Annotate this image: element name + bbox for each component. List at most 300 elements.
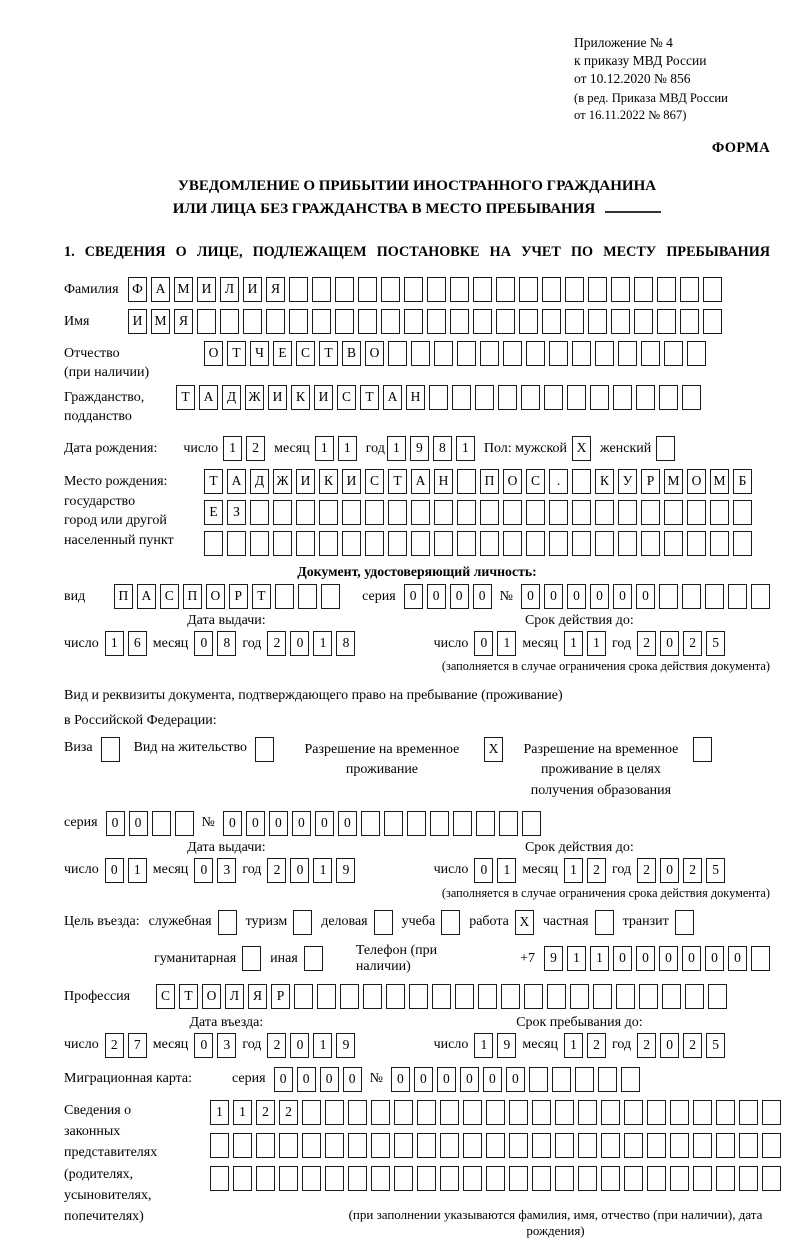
char-cell[interactable] <box>348 1100 367 1125</box>
char-cell[interactable] <box>434 531 453 556</box>
char-cell[interactable] <box>519 309 538 334</box>
char-cell[interactable] <box>407 811 426 836</box>
char-cell[interactable]: 0 <box>105 858 124 883</box>
char-cell[interactable] <box>348 1133 367 1158</box>
birthplace-row3-cells[interactable] <box>204 531 752 556</box>
char-cell[interactable] <box>503 500 522 525</box>
option-visa-checkbox[interactable] <box>101 737 120 762</box>
residence-issue-month[interactable] <box>194 858 236 883</box>
char-cell[interactable]: 0 <box>414 1067 433 1092</box>
char-cell[interactable]: Т <box>227 341 246 366</box>
char-cell[interactable] <box>498 385 517 410</box>
char-cell[interactable] <box>544 385 563 410</box>
char-cell[interactable]: X <box>515 910 534 935</box>
char-cell[interactable]: П <box>183 584 202 609</box>
char-cell[interactable] <box>204 531 223 556</box>
char-cell[interactable]: 0 <box>567 584 586 609</box>
char-cell[interactable]: 1 <box>128 858 147 883</box>
char-cell[interactable] <box>685 984 704 1009</box>
char-cell[interactable] <box>664 341 683 366</box>
char-cell[interactable] <box>716 1100 735 1125</box>
char-cell[interactable] <box>371 1100 390 1125</box>
char-cell[interactable] <box>647 1100 666 1125</box>
char-cell[interactable] <box>473 277 492 302</box>
char-cell[interactable] <box>762 1166 781 1191</box>
char-cell[interactable] <box>519 277 538 302</box>
char-cell[interactable] <box>381 277 400 302</box>
char-cell[interactable]: 2 <box>246 436 265 461</box>
char-cell[interactable] <box>342 500 361 525</box>
char-cell[interactable] <box>521 385 540 410</box>
birthplace-row2-cells[interactable] <box>204 500 752 525</box>
purpose-humanitarian-checkbox[interactable] <box>242 946 261 971</box>
char-cell[interactable] <box>509 1133 528 1158</box>
char-cell[interactable] <box>693 1133 712 1158</box>
char-cell[interactable]: В <box>342 341 361 366</box>
char-cell[interactable] <box>242 946 261 971</box>
char-cell[interactable] <box>656 436 675 461</box>
char-cell[interactable] <box>647 1133 666 1158</box>
char-cell[interactable] <box>595 341 614 366</box>
char-cell[interactable]: 8 <box>433 436 452 461</box>
char-cell[interactable] <box>693 1166 712 1191</box>
char-cell[interactable]: П <box>114 584 133 609</box>
char-cell[interactable]: О <box>365 341 384 366</box>
sex-female-checkbox[interactable] <box>656 436 675 461</box>
char-cell[interactable]: А <box>137 584 156 609</box>
char-cell[interactable] <box>624 1166 643 1191</box>
citizenship-cells[interactable] <box>176 385 701 410</box>
char-cell[interactable] <box>578 1133 597 1158</box>
char-cell[interactable] <box>634 277 653 302</box>
char-cell[interactable] <box>555 1133 574 1158</box>
char-cell[interactable]: И <box>197 277 216 302</box>
char-cell[interactable]: С <box>160 584 179 609</box>
char-cell[interactable] <box>526 341 545 366</box>
char-cell[interactable] <box>621 1067 640 1092</box>
char-cell[interactable] <box>708 984 727 1009</box>
char-cell[interactable] <box>624 1133 643 1158</box>
doc-kind-cells[interactable] <box>114 584 340 609</box>
char-cell[interactable]: И <box>314 385 333 410</box>
char-cell[interactable]: А <box>383 385 402 410</box>
migration-number-cells[interactable] <box>391 1067 640 1092</box>
char-cell[interactable] <box>210 1166 229 1191</box>
representatives-row2-cells[interactable] <box>210 1133 781 1158</box>
char-cell[interactable] <box>374 910 393 935</box>
char-cell[interactable] <box>595 910 614 935</box>
char-cell[interactable] <box>312 309 331 334</box>
stay-month[interactable] <box>564 1033 606 1058</box>
char-cell[interactable] <box>452 385 471 410</box>
option-temp-residence-checkbox[interactable] <box>484 737 503 762</box>
char-cell[interactable] <box>358 277 377 302</box>
char-cell[interactable] <box>739 1100 758 1125</box>
char-cell[interactable] <box>526 500 545 525</box>
char-cell[interactable] <box>611 309 630 334</box>
char-cell[interactable]: 0 <box>544 584 563 609</box>
char-cell[interactable]: Ч <box>250 341 269 366</box>
char-cell[interactable] <box>384 811 403 836</box>
char-cell[interactable] <box>210 1133 229 1158</box>
char-cell[interactable] <box>728 584 747 609</box>
char-cell[interactable] <box>601 1100 620 1125</box>
char-cell[interactable] <box>687 531 706 556</box>
char-cell[interactable]: К <box>291 385 310 410</box>
char-cell[interactable]: 0 <box>474 631 493 656</box>
char-cell[interactable] <box>335 309 354 334</box>
char-cell[interactable] <box>361 811 380 836</box>
char-cell[interactable]: 1 <box>315 436 334 461</box>
char-cell[interactable] <box>613 385 632 410</box>
char-cell[interactable] <box>227 531 246 556</box>
char-cell[interactable] <box>197 309 216 334</box>
char-cell[interactable] <box>762 1100 781 1125</box>
char-cell[interactable]: Р <box>641 469 660 494</box>
char-cell[interactable]: 0 <box>473 584 492 609</box>
char-cell[interactable] <box>325 1133 344 1158</box>
char-cell[interactable] <box>542 309 561 334</box>
char-cell[interactable] <box>680 309 699 334</box>
char-cell[interactable]: 2 <box>587 858 606 883</box>
char-cell[interactable]: Р <box>229 584 248 609</box>
char-cell[interactable]: Т <box>319 341 338 366</box>
char-cell[interactable] <box>529 1067 548 1092</box>
purpose-private-checkbox[interactable] <box>595 910 614 935</box>
char-cell[interactable]: 1 <box>564 631 583 656</box>
char-cell[interactable] <box>636 385 655 410</box>
char-cell[interactable] <box>365 500 384 525</box>
char-cell[interactable] <box>593 984 612 1009</box>
char-cell[interactable]: Т <box>360 385 379 410</box>
char-cell[interactable] <box>440 1166 459 1191</box>
char-cell[interactable] <box>457 531 476 556</box>
char-cell[interactable]: 9 <box>410 436 429 461</box>
char-cell[interactable]: Т <box>179 984 198 1009</box>
char-cell[interactable]: 0 <box>292 811 311 836</box>
char-cell[interactable]: Т <box>204 469 223 494</box>
char-cell[interactable] <box>532 1166 551 1191</box>
char-cell[interactable] <box>404 277 423 302</box>
char-cell[interactable] <box>565 277 584 302</box>
char-cell[interactable] <box>363 984 382 1009</box>
char-cell[interactable]: 0 <box>106 811 125 836</box>
patronymic-cells[interactable] <box>204 341 706 366</box>
char-cell[interactable] <box>233 1133 252 1158</box>
char-cell[interactable] <box>588 309 607 334</box>
char-cell[interactable]: Я <box>266 277 285 302</box>
char-cell[interactable]: 0 <box>290 631 309 656</box>
char-cell[interactable]: 0 <box>705 946 724 971</box>
char-cell[interactable]: О <box>503 469 522 494</box>
purpose-other-checkbox[interactable] <box>304 946 323 971</box>
char-cell[interactable]: 0 <box>521 584 540 609</box>
char-cell[interactable] <box>319 500 338 525</box>
char-cell[interactable]: Я <box>248 984 267 1009</box>
char-cell[interactable] <box>687 500 706 525</box>
char-cell[interactable] <box>371 1133 390 1158</box>
char-cell[interactable]: 0 <box>660 631 679 656</box>
char-cell[interactable] <box>298 584 317 609</box>
char-cell[interactable]: Ф <box>128 277 147 302</box>
char-cell[interactable] <box>578 1100 597 1125</box>
char-cell[interactable]: 0 <box>506 1067 525 1092</box>
char-cell[interactable] <box>411 531 430 556</box>
char-cell[interactable]: 1 <box>474 1033 493 1058</box>
char-cell[interactable] <box>542 277 561 302</box>
char-cell[interactable] <box>662 984 681 1009</box>
char-cell[interactable] <box>457 341 476 366</box>
char-cell[interactable] <box>641 341 660 366</box>
char-cell[interactable]: 2 <box>683 858 702 883</box>
char-cell[interactable] <box>503 341 522 366</box>
char-cell[interactable]: С <box>365 469 384 494</box>
char-cell[interactable]: 1 <box>338 436 357 461</box>
char-cell[interactable]: С <box>156 984 175 1009</box>
char-cell[interactable] <box>463 1100 482 1125</box>
char-cell[interactable]: 0 <box>129 811 148 836</box>
char-cell[interactable] <box>480 341 499 366</box>
char-cell[interactable]: 2 <box>105 1033 124 1058</box>
char-cell[interactable] <box>549 531 568 556</box>
given-name-cells[interactable] <box>128 309 722 334</box>
char-cell[interactable] <box>634 309 653 334</box>
char-cell[interactable] <box>409 984 428 1009</box>
char-cell[interactable] <box>325 1166 344 1191</box>
char-cell[interactable] <box>365 531 384 556</box>
char-cell[interactable]: 1 <box>497 858 516 883</box>
purpose-transit-checkbox[interactable] <box>675 910 694 935</box>
char-cell[interactable] <box>647 1166 666 1191</box>
char-cell[interactable]: О <box>202 984 221 1009</box>
char-cell[interactable] <box>532 1100 551 1125</box>
char-cell[interactable] <box>659 385 678 410</box>
char-cell[interactable] <box>670 1166 689 1191</box>
char-cell[interactable]: Ж <box>273 469 292 494</box>
char-cell[interactable] <box>417 1133 436 1158</box>
char-cell[interactable] <box>703 309 722 334</box>
char-cell[interactable] <box>618 500 637 525</box>
char-cell[interactable]: Т <box>388 469 407 494</box>
char-cell[interactable]: 1 <box>210 1100 229 1125</box>
char-cell[interactable]: 0 <box>660 1033 679 1058</box>
char-cell[interactable] <box>371 1166 390 1191</box>
char-cell[interactable] <box>302 1166 321 1191</box>
char-cell[interactable]: 0 <box>194 858 213 883</box>
char-cell[interactable] <box>266 309 285 334</box>
char-cell[interactable]: Б <box>733 469 752 494</box>
char-cell[interactable]: Р <box>271 984 290 1009</box>
char-cell[interactable] <box>457 469 476 494</box>
char-cell[interactable] <box>441 910 460 935</box>
representatives-row1-cells[interactable] <box>210 1100 781 1125</box>
char-cell[interactable]: А <box>227 469 246 494</box>
char-cell[interactable] <box>312 277 331 302</box>
char-cell[interactable]: З <box>227 500 246 525</box>
char-cell[interactable] <box>575 1067 594 1092</box>
char-cell[interactable]: 7 <box>128 1033 147 1058</box>
char-cell[interactable] <box>432 984 451 1009</box>
char-cell[interactable] <box>175 811 194 836</box>
char-cell[interactable] <box>304 946 323 971</box>
char-cell[interactable]: X <box>572 436 591 461</box>
char-cell[interactable]: 0 <box>636 946 655 971</box>
char-cell[interactable]: 1 <box>564 858 583 883</box>
char-cell[interactable]: 1 <box>456 436 475 461</box>
char-cell[interactable]: И <box>268 385 287 410</box>
char-cell[interactable]: 0 <box>269 811 288 836</box>
residence-expiry-day[interactable] <box>474 858 516 883</box>
char-cell[interactable]: 0 <box>290 1033 309 1058</box>
char-cell[interactable] <box>486 1100 505 1125</box>
char-cell[interactable] <box>641 500 660 525</box>
birth-year-cells[interactable] <box>387 436 475 461</box>
char-cell[interactable]: 0 <box>290 858 309 883</box>
char-cell[interactable] <box>476 811 495 836</box>
char-cell[interactable] <box>496 277 515 302</box>
char-cell[interactable] <box>618 531 637 556</box>
char-cell[interactable] <box>475 385 494 410</box>
char-cell[interactable] <box>664 500 683 525</box>
char-cell[interactable] <box>243 309 262 334</box>
stay-year[interactable] <box>637 1033 725 1058</box>
char-cell[interactable]: А <box>199 385 218 410</box>
char-cell[interactable] <box>572 341 591 366</box>
char-cell[interactable] <box>394 1166 413 1191</box>
char-cell[interactable] <box>411 341 430 366</box>
char-cell[interactable] <box>289 277 308 302</box>
doc-expiry-day[interactable] <box>474 631 516 656</box>
char-cell[interactable] <box>762 1133 781 1158</box>
char-cell[interactable] <box>279 1133 298 1158</box>
char-cell[interactable]: М <box>151 309 170 334</box>
char-cell[interactable] <box>394 1133 413 1158</box>
char-cell[interactable] <box>572 531 591 556</box>
char-cell[interactable]: 0 <box>659 946 678 971</box>
char-cell[interactable]: 0 <box>427 584 446 609</box>
char-cell[interactable] <box>578 1166 597 1191</box>
char-cell[interactable] <box>693 1100 712 1125</box>
entry-year[interactable] <box>267 1033 355 1058</box>
char-cell[interactable]: 9 <box>544 946 563 971</box>
char-cell[interactable] <box>598 1067 617 1092</box>
char-cell[interactable]: 8 <box>217 631 236 656</box>
char-cell[interactable]: Е <box>273 341 292 366</box>
char-cell[interactable] <box>404 309 423 334</box>
char-cell[interactable] <box>733 531 752 556</box>
char-cell[interactable] <box>340 984 359 1009</box>
stay-day[interactable] <box>474 1033 516 1058</box>
char-cell[interactable] <box>455 984 474 1009</box>
char-cell[interactable]: 0 <box>315 811 334 836</box>
purpose-work-checkbox[interactable] <box>515 910 534 935</box>
char-cell[interactable] <box>358 309 377 334</box>
char-cell[interactable]: 2 <box>587 1033 606 1058</box>
char-cell[interactable] <box>710 531 729 556</box>
char-cell[interactable]: И <box>296 469 315 494</box>
char-cell[interactable] <box>547 984 566 1009</box>
char-cell[interactable]: 0 <box>194 1033 213 1058</box>
char-cell[interactable]: Н <box>434 469 453 494</box>
char-cell[interactable]: 0 <box>613 946 632 971</box>
char-cell[interactable]: 1 <box>387 436 406 461</box>
char-cell[interactable] <box>549 341 568 366</box>
char-cell[interactable] <box>427 277 446 302</box>
char-cell[interactable] <box>503 531 522 556</box>
residence-expiry-year[interactable] <box>637 858 725 883</box>
char-cell[interactable]: 0 <box>590 584 609 609</box>
char-cell[interactable]: 8 <box>336 631 355 656</box>
char-cell[interactable]: 0 <box>660 858 679 883</box>
char-cell[interactable]: 1 <box>233 1100 252 1125</box>
char-cell[interactable] <box>450 309 469 334</box>
residence-expiry-month[interactable] <box>564 858 606 883</box>
char-cell[interactable]: 9 <box>336 1033 355 1058</box>
char-cell[interactable] <box>430 811 449 836</box>
char-cell[interactable] <box>616 984 635 1009</box>
char-cell[interactable]: 1 <box>567 946 586 971</box>
char-cell[interactable] <box>601 1166 620 1191</box>
char-cell[interactable] <box>255 737 274 762</box>
option-residence-permit-checkbox[interactable] <box>255 737 274 762</box>
char-cell[interactable] <box>463 1133 482 1158</box>
char-cell[interactable] <box>273 500 292 525</box>
char-cell[interactable]: 1 <box>223 436 242 461</box>
char-cell[interactable] <box>480 500 499 525</box>
char-cell[interactable] <box>417 1166 436 1191</box>
char-cell[interactable] <box>509 1100 528 1125</box>
char-cell[interactable] <box>450 277 469 302</box>
char-cell[interactable] <box>417 1100 436 1125</box>
char-cell[interactable] <box>659 584 678 609</box>
char-cell[interactable] <box>457 500 476 525</box>
purpose-tourism-checkbox[interactable] <box>293 910 312 935</box>
char-cell[interactable]: 2 <box>267 858 286 883</box>
residence-series-cells[interactable] <box>106 811 194 836</box>
residence-issue-day[interactable] <box>105 858 147 883</box>
char-cell[interactable] <box>101 737 120 762</box>
char-cell[interactable] <box>675 910 694 935</box>
char-cell[interactable]: 0 <box>404 584 423 609</box>
char-cell[interactable]: 9 <box>336 858 355 883</box>
char-cell[interactable]: И <box>342 469 361 494</box>
char-cell[interactable] <box>639 984 658 1009</box>
char-cell[interactable] <box>296 500 315 525</box>
char-cell[interactable]: О <box>206 584 225 609</box>
char-cell[interactable] <box>682 385 701 410</box>
char-cell[interactable] <box>386 984 405 1009</box>
surname-cells[interactable] <box>128 277 722 302</box>
char-cell[interactable]: Д <box>250 469 269 494</box>
char-cell[interactable] <box>473 309 492 334</box>
char-cell[interactable] <box>256 1133 275 1158</box>
char-cell[interactable] <box>733 500 752 525</box>
char-cell[interactable] <box>739 1166 758 1191</box>
char-cell[interactable] <box>572 500 591 525</box>
char-cell[interactable]: С <box>296 341 315 366</box>
birthplace-row1-cells[interactable] <box>204 469 752 494</box>
char-cell[interactable] <box>524 984 543 1009</box>
char-cell[interactable]: 1 <box>313 631 332 656</box>
char-cell[interactable]: 0 <box>460 1067 479 1092</box>
char-cell[interactable]: 0 <box>297 1067 316 1092</box>
char-cell[interactable] <box>486 1133 505 1158</box>
char-cell[interactable] <box>440 1100 459 1125</box>
char-cell[interactable]: 0 <box>483 1067 502 1092</box>
char-cell[interactable] <box>687 341 706 366</box>
char-cell[interactable] <box>611 277 630 302</box>
char-cell[interactable]: 0 <box>450 584 469 609</box>
